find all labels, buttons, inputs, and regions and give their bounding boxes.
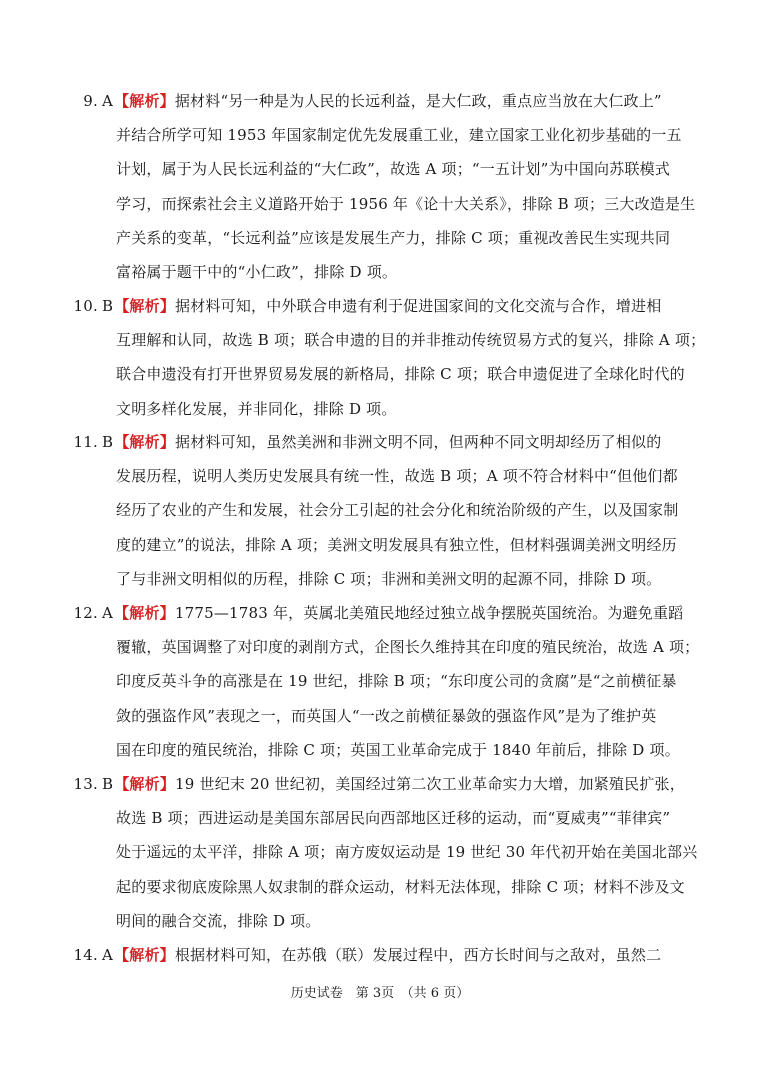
- item-continuation-line: [72, 221, 692, 255]
- analysis-tag: 【解析】: [114, 946, 175, 964]
- answer-letter: B: [102, 297, 114, 315]
- line-text: 1775—1783 年，英属北美殖民地经过独立战争摆脱英国统治。为避免重蹈: [174, 604, 684, 622]
- item-continuation-line: [72, 733, 692, 767]
- item-continuation-line: [72, 187, 696, 221]
- item-first-line: [72, 767, 692, 801]
- line-text: 覆辙，英国调整了对印度的剥削方式，企图长久维持其在印度的殖民统治，故选 A 项；: [116, 638, 700, 657]
- answer-letter: B: [102, 775, 114, 793]
- item-first-line: [72, 84, 692, 118]
- item-first-line: [72, 938, 692, 972]
- analysis-tag: 【解析】: [114, 433, 176, 451]
- line-text: 计划，属于为人民长远利益的“大仁政”，故选 A 项；“一五计划”为中国向苏联模式: [116, 160, 671, 179]
- item-continuation-line: [72, 835, 698, 869]
- item-continuation-line: [72, 323, 706, 357]
- line-text: 产关系的变革，“长远利益”应该是发展生产力，排除 C 项；重视改善民生实现共同: [116, 228, 671, 247]
- item-continuation-line: [72, 801, 692, 835]
- line-text: 故选 B 项；西进运动是美国东部居民向西部地区迁移的运动，而“夏威夷”“菲律宾”: [116, 809, 671, 828]
- line-text: 据材料“另一种是为人民的长远利益，是大仁政，重点应当放在大仁政上”: [174, 92, 662, 110]
- question-number: 9.: [83, 92, 98, 110]
- line-text: 了与非洲文明相似的历程，排除 C 项；非洲和美洲文明的起源不同，排除 D 项。: [116, 569, 662, 588]
- answer-letter: A: [102, 946, 114, 964]
- analysis-tag: 【解析】: [114, 297, 176, 315]
- item-continuation-line: [72, 459, 692, 493]
- question-number: 10.: [73, 297, 98, 315]
- line-text: 经历了农业的产生和发展，社会分工引起的社会分化和统治阶级的产生，以及国家制: [116, 501, 679, 520]
- answer-item: [72, 84, 696, 289]
- answer-letter: A: [102, 92, 114, 110]
- item-continuation-line: [72, 493, 692, 527]
- item-continuation-line: [72, 562, 692, 596]
- answer-item: [72, 289, 706, 426]
- item-continuation-line: [72, 870, 692, 904]
- line-text: 据材料可知，中外联合申遗有利于促进国家间的文化交流与合作，增进相: [175, 297, 662, 315]
- line-text: 互理解和认同，故选 B 项；联合申遗的目的并非推动传统贸易方式的复兴，排除 A 项；: [116, 331, 706, 350]
- answer-letter: A: [102, 604, 114, 622]
- item-continuation-line: [72, 255, 692, 289]
- item-continuation-line: [72, 528, 692, 562]
- item-first-line: [72, 289, 692, 323]
- line-text: 印度反英斗争的高涨是在 19 世纪，排除 B 项；“东印度公司的贪腐”是“之前横征暴: [116, 672, 677, 691]
- analysis-tag: 【解析】: [114, 604, 175, 622]
- question-number: 13.: [73, 775, 98, 793]
- page-footer: 历史试卷 第 3页 （共 6 页）: [290, 986, 470, 1001]
- line-text: 起的要求彻底废除黑人奴隶制的群众运动，材料无法体现，排除 C 项；材料不涉及文: [116, 877, 685, 896]
- line-text: 学习，而探索社会主义道路开始于 1956 年《论十大关系》，排除 B 项；三大改造是生: [116, 194, 696, 213]
- line-text: 度的建立”的说法，排除 A 项；美洲文明发展具有独立性，但材料强调美洲文明经历: [116, 535, 677, 554]
- line-text: 敛的强盗作风”表现之一，而英国人“一改之前横征暴敛的强盗作风”是为了维护英: [116, 706, 657, 725]
- analysis-tag: 【解析】: [114, 92, 175, 110]
- line-text: 根据材料可知，在苏俄（联）发展过程中，西方长时间与之敌对，虽然二: [174, 946, 662, 964]
- answer-letter: B: [102, 433, 114, 451]
- question-number: 12.: [73, 604, 98, 622]
- line-text: 发展历程，说明人类历史发展具有统一性，故选 B 项；A 项不符合材料中“但他们都: [116, 467, 678, 486]
- item-continuation-line: [72, 904, 692, 938]
- line-text: 文明多样化发展，并非同化，排除 D 项。: [116, 399, 397, 418]
- item-first-line: [72, 596, 692, 630]
- line-text: 富裕属于题干中的“小仁政”，排除 D 项。: [116, 262, 398, 281]
- answer-item: [72, 425, 692, 596]
- item-continuation-line: [72, 152, 692, 186]
- line-text: 处于遥远的太平洋，排除 A 项；南方废奴运动是 19 世纪 30 年代初开始在美国北部兴: [116, 843, 698, 862]
- item-continuation-line: [72, 699, 692, 733]
- line-text: 19 世纪末 20 世纪初，美国经过第二次工业革命实力大增，加紧殖民扩张，: [175, 775, 685, 793]
- line-text: 据材料可知，虽然美洲和非洲文明不同，但两种不同文明却经历了相似的: [175, 433, 662, 451]
- line-text: 并结合所学可知 1953 年国家制定优先发展重工业，建立国家工业化初步基础的一五: [116, 126, 682, 145]
- line-text: 联合申遗没有打开世界贸易发展的新格局，排除 C 项；联合申遗促进了全球化时代的: [116, 365, 685, 384]
- item-continuation-line: [72, 664, 692, 698]
- line-text: 国在印度的殖民统治，排除 C 项；英国工业革命完成于 1840 年前后，排除 D 项。: [116, 740, 680, 759]
- item-first-line: [72, 425, 692, 459]
- answer-item: [72, 767, 698, 938]
- item-continuation-line: [72, 118, 692, 152]
- question-number: 11.: [73, 433, 98, 451]
- analysis-tag: 【解析】: [114, 775, 176, 793]
- line-text: 明间的融合交流，排除 D 项。: [116, 911, 321, 930]
- item-continuation-line: [72, 630, 700, 664]
- item-continuation-line: [72, 357, 692, 391]
- answer-item: [72, 596, 700, 767]
- question-number: 14.: [73, 946, 98, 964]
- item-continuation-line: [72, 392, 692, 426]
- answer-item: [72, 938, 692, 972]
